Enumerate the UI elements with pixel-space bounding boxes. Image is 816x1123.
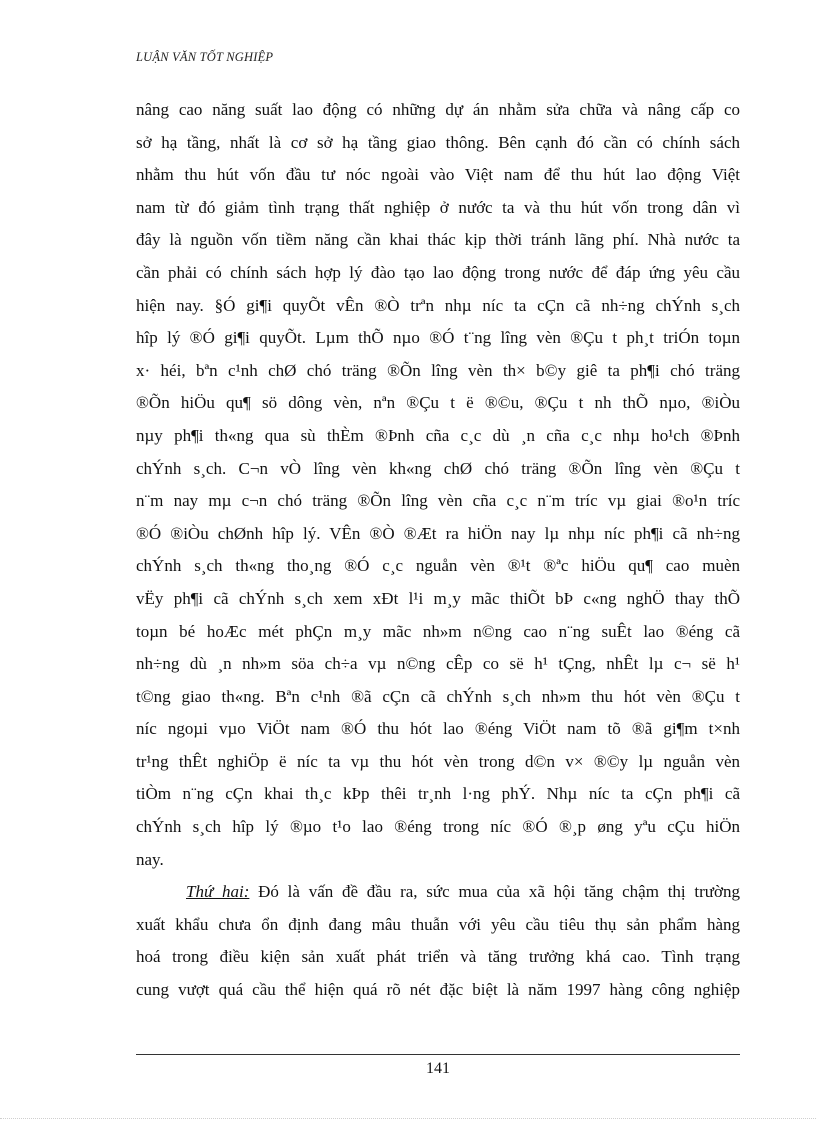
text-line: cung vượt quá cầu thể hiện quá rõ nét đặc biệt là năm 1997 hàng công nghiệp	[136, 980, 740, 1000]
text-line: nâng cao năng suất lao động có những dự án nhằm sửa chữa và nâng cấp co	[136, 100, 740, 119]
paragraph-text: Đó là vấn đề đầu ra, sức mua của xã hội tăng chậm thị trường	[249, 882, 740, 902]
text-line: xuất khẩu chưa ổn định đang mâu thuẫn với yêu cầu tiêu thụ sản phẩm hàng	[136, 914, 740, 934]
text-line: nhằm thu hút vốn đầu tư nóc ngoài vào Việt nam để thu hút lao động Việt	[136, 165, 740, 185]
text-line: níc ngoµi vµo ViÖt nam ®Ó thu hót lao ®éng ViÖt nam tõ ®ã gi¶m t×nh	[136, 719, 740, 739]
text-line: sở hạ tầng, nhất là cơ sở hạ tầng giao thông. Bên cạnh đó cần có chính sách	[136, 132, 740, 152]
text-line: đây là nguồn vốn tiềm năng cần khai thác kịp thời tránh lãng phí. Nhà nước ta	[136, 230, 740, 250]
text-line: nh÷ng dù ¸n nh»m söa ch÷a vµ n©ng cÊp co së h¹ tÇng, nhÊt lµ c¬ së h¹	[136, 654, 740, 674]
text-line: n¨m nay mµ c¬n chó träng ®Õn lîng vèn cña c¸c n¨m tríc vµ giai ®o¹n tríc	[136, 491, 740, 511]
text-line: nµy ph¶i th«ng qua sù thÈm ®Þnh cña c¸c dù ¸n cña c¸c nhµ ho¹ch ®Þnh	[136, 425, 740, 445]
body-text	[136, 94, 740, 1007]
text-line: tiÒm n¨ng cÇn khai th¸c kÞp thêi tr¸nh l·ng phÝ. Nhµ níc ta cÇn ph¶i cã	[136, 784, 740, 804]
text-line: nay.	[136, 849, 164, 869]
page-edge-divider	[0, 1118, 816, 1119]
paragraph-2-first-line	[136, 876, 740, 909]
text-line: hiện nay. §Ó gi¶i quyÕt vÊn ®Ò trªn nhµ níc ta cÇn cã nh÷ng chÝnh s¸ch	[136, 295, 740, 315]
footer-rule	[136, 1054, 740, 1055]
text-line: tr¹ng thÊt nghiÖp ë níc ta vµ thu hót vèn trong d©n v× ®©y lµ nguån vèn	[136, 751, 740, 771]
text-line: t©ng giao th«ng. Bªn c¹nh ®ã cÇn cã chÝnh s¸ch nh»m thu hót vèn ®Çu t	[136, 686, 740, 706]
text-line: ®Ó ®iÒu chØnh hîp lý. VÊn ®Ò ®Æt ra hiÖn nay lµ nhµ níc ph¶i cã nh÷ng	[136, 523, 740, 543]
text-line: toµn bé hoÆc mét phÇn m¸y mãc nh»m n©ng cao n¨ng suÊt lao ®éng cã	[136, 621, 740, 641]
paragraph-lead: Thứ hai:	[186, 882, 250, 902]
text-line: x· héi, bªn c¹nh chØ chó träng ®Õn lîng vèn th× b©y giê ta ph¶i chó träng	[136, 360, 740, 380]
page-number: 141	[426, 1060, 450, 1077]
text-line: hoá trong điều kiện sản xuất phát triển và tăng trưởng khá cao. Tình trạng	[136, 947, 740, 967]
text-line: ®Õn hiÖu qu¶ sö dông vèn, nªn ®Çu t ë ®©u, ®Çu t nh thÕ nµo, ®iÒu	[136, 393, 740, 413]
text-line: chÝnh s¸ch th«ng tho¸ng ®Ó c¸c nguån vèn ®¹t ®ªc hiÖu qu¶ cao muèn	[136, 556, 740, 576]
text-line: chÝnh s¸ch. C¬n vÒ lîng vèn kh«ng chØ chó träng ®Õn lîng vèn ®Çu t	[136, 458, 740, 478]
text-line: chÝnh s¸ch hîp lý ®µo t¹o lao ®éng trong níc ®Ó ®¸p øng yªu cÇu hiÖn	[136, 817, 740, 837]
text-line: nam từ đó giảm tình trạng thất nghiệp ở nước ta và thu hút vốn trong dân vì	[136, 197, 740, 217]
text-line: cần phải có chính sách hợp lý đào tạo lao động trong nước để đáp ứng yêu cầu	[136, 262, 740, 282]
text-line: vËy ph¶i cã chÝnh s¸ch xem xÐt l¹i m¸y mãc thiÕt bÞ c«ng nghÖ thay thÕ	[136, 588, 740, 608]
running-header: LUẬN VĂN TỐT NGHIỆP	[136, 50, 274, 64]
text-line: hîp lý ®Ó gi¶i quyÕt. Lµm thÕ nµo ®Ó t¨ng lîng vèn ®Çu t ph¸t triÓn toµn	[136, 328, 740, 348]
